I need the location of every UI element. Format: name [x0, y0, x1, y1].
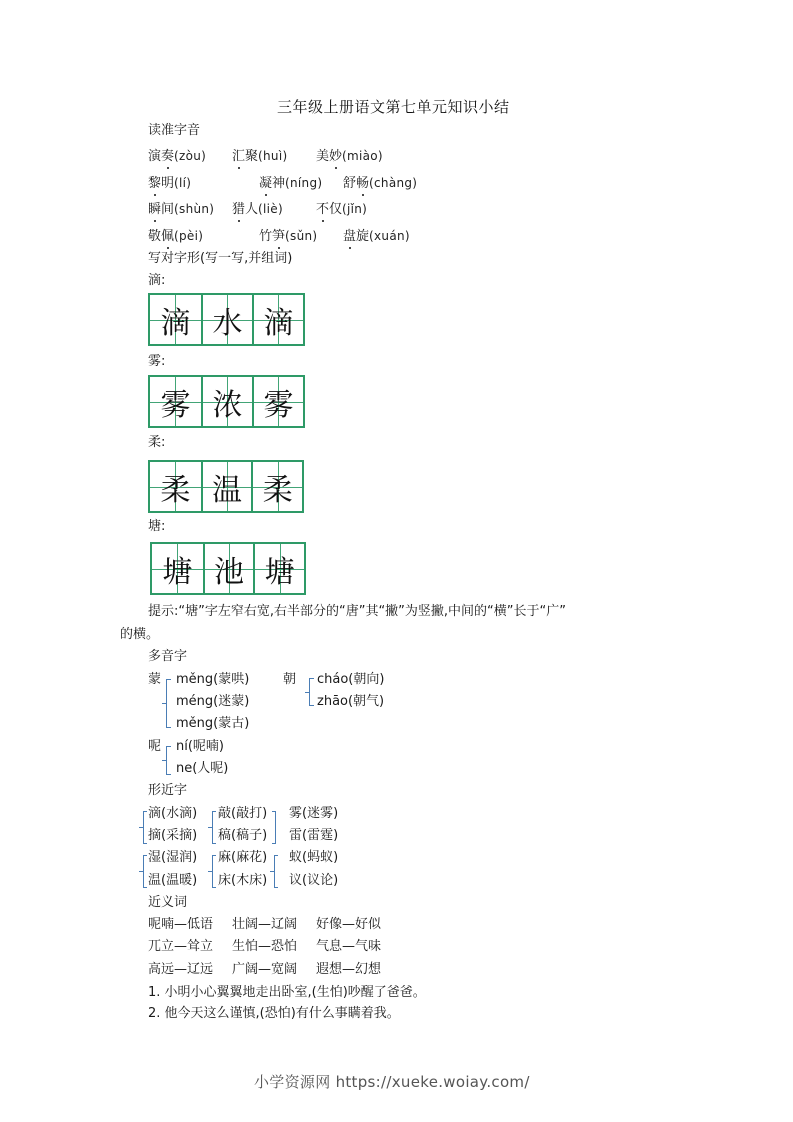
tianzi-grid: [150, 542, 306, 595]
char: 演: [148, 149, 162, 164]
pronunciation-word: [316, 149, 383, 164]
tianzi-grid: [148, 293, 305, 346]
footer-watermark: 小学资源网 https://xueke.woiay.com/: [254, 1073, 530, 1091]
synonym-pair: 壮阔—辽阔: [232, 917, 298, 932]
writing-label: 塘:: [148, 519, 166, 534]
tianzi-grid: [148, 460, 304, 513]
similar-char-item: 蚁(蚂蚁): [289, 850, 339, 865]
bracket-icon: [272, 811, 276, 844]
section-heading-writing: 写对字形(写一写,并组词): [148, 251, 293, 266]
writing-label: 雾:: [148, 354, 166, 369]
pinyin: (zòu): [174, 149, 207, 163]
pronunciation-item: [148, 175, 191, 192]
grid-cell: 塘: [152, 544, 203, 593]
similar-char-item: 温(温暖): [148, 873, 198, 888]
grid-cell: 滴: [150, 295, 201, 344]
grid-cell: 塘: [253, 544, 304, 593]
pronunciation-item: [316, 201, 367, 218]
pinyin: (liè): [258, 202, 283, 216]
similar-char-item: 湿(湿润): [148, 850, 198, 865]
grid-cell: 水: [201, 295, 252, 344]
pronunciation-word: [259, 229, 317, 244]
synonym-pair: 广阔—宽阔: [232, 962, 298, 977]
polyphone-reading: méng(迷蒙): [176, 694, 250, 709]
polyphone-char: 蒙: [148, 672, 162, 687]
char: 美: [316, 149, 330, 164]
grid-cell: 浓: [201, 377, 252, 426]
bracket-tick: [305, 692, 310, 693]
section-heading-similar: 形近字: [148, 783, 188, 798]
polyphone-reading: zhāo(朝气): [317, 694, 385, 709]
pronunciation-item: [148, 201, 214, 218]
dotted-char: 妙: [329, 149, 343, 164]
dotted-char: 瞬: [148, 202, 162, 217]
pronunciation-item: [232, 148, 287, 165]
grid-cell: 池: [203, 544, 254, 593]
bracket-tick: [162, 703, 167, 704]
pinyin: (sǔn): [285, 229, 318, 243]
pronunciation-word: [259, 176, 322, 191]
synonym-pair: 生怕—恐怕: [232, 939, 298, 954]
section-heading-synonyms: 近义词: [148, 895, 188, 910]
synonym-pair: 好像—好似: [316, 917, 382, 932]
similar-char-item: 麻(麻花): [218, 850, 268, 865]
pinyin: (chàng): [369, 176, 418, 190]
writing-label: 柔:: [148, 435, 166, 450]
pinyin: (shùn): [174, 202, 215, 216]
polyphone-char: 呢: [148, 739, 162, 754]
polyphone-reading: cháo(朝向): [317, 672, 385, 687]
pronunciation-word: [316, 202, 367, 217]
char: 敬: [148, 229, 162, 244]
grid-cell: 柔: [251, 462, 302, 511]
grid-cell: 雾: [150, 377, 201, 426]
pronunciation-word: [343, 176, 417, 191]
pronunciation-word: [232, 202, 283, 217]
hint-text: 提示:“塘”字左窄右宽,右半部分的“唐”其“撇”为竖撇,中间的“横”长于“广”: [148, 604, 566, 619]
similar-char-item: 床(木床): [218, 873, 268, 888]
grid-cell: 雾: [252, 377, 303, 426]
char: 舒: [343, 176, 357, 191]
pronunciation-item: [259, 228, 317, 245]
dotted-char: 猎: [232, 202, 246, 217]
polyphone-char: 朝: [283, 672, 297, 687]
char: 间: [161, 202, 175, 217]
similar-char-item: 议(议论): [289, 873, 339, 888]
example-sentence: 2. 他今天这么谨慎,(恐怕)有什么事瞒着我。: [148, 1006, 400, 1021]
polyphone-reading: ní(呢喃): [176, 739, 224, 754]
bracket-tick: [208, 871, 213, 872]
writing-label: 滴:: [148, 273, 166, 288]
char: 旋: [356, 229, 370, 244]
bracket-tick: [162, 760, 167, 761]
pinyin: (xuán): [369, 229, 410, 243]
pronunciation-word: [232, 149, 287, 164]
dotted-char: 盘: [343, 229, 357, 244]
char: 明: [161, 176, 175, 191]
dotted-char: 奏: [161, 149, 175, 164]
bracket-tick: [208, 827, 213, 828]
pinyin: (níng): [285, 176, 323, 190]
polyphone-reading: měng(蒙古): [176, 716, 250, 731]
dotted-char: 汇: [232, 149, 246, 164]
similar-char-item: 雷(雷霆): [289, 828, 339, 843]
similar-char-item: 敲(敲打): [218, 806, 268, 821]
page-title: 三年级上册语文第七单元知识小结: [277, 98, 510, 116]
pronunciation-word: [148, 202, 214, 217]
char: 竹: [259, 229, 273, 244]
tianzi-grid: [148, 375, 305, 428]
similar-char-item: 滴(水滴): [148, 806, 198, 821]
pronunciation-item: [148, 148, 206, 165]
synonym-pair: 兀立—耸立: [148, 939, 214, 954]
char: 人: [245, 202, 259, 217]
hint-text-continued: 的横。: [120, 627, 160, 642]
pronunciation-item: [316, 148, 383, 165]
section-heading-pronunciation: 读准字音: [148, 123, 201, 138]
similar-char-item: 摘(采摘): [148, 828, 198, 843]
bracket-tick: [139, 871, 144, 872]
pronunciation-word: [148, 176, 191, 191]
grid-cell: 滴: [252, 295, 303, 344]
pinyin: (miào): [342, 149, 383, 163]
pronunciation-word: [148, 229, 203, 244]
synonym-pair: 高远—辽远: [148, 962, 214, 977]
pronunciation-item: [232, 201, 283, 218]
dotted-char: 笋: [272, 229, 286, 244]
dotted-char: 黎: [148, 176, 162, 191]
bracket-tick: [270, 871, 275, 872]
polyphone-reading: měng(蒙哄): [176, 672, 250, 687]
pronunciation-item: [148, 228, 203, 245]
synonym-pair: 遐想—幻想: [316, 962, 382, 977]
pronunciation-item: [259, 175, 322, 192]
section-heading-polyphone: 多音字: [148, 649, 188, 664]
char: 聚: [245, 149, 259, 164]
pronunciation-word: [343, 229, 410, 244]
grid-cell: 柔: [150, 462, 201, 511]
pronunciation-item: [343, 228, 410, 245]
similar-char-item: 雾(迷雾): [289, 806, 339, 821]
synonym-pair: 气息—气味: [316, 939, 382, 954]
pinyin: (lí): [174, 176, 192, 190]
char: 仅: [329, 202, 343, 217]
polyphone-reading: ne(人呢): [176, 761, 229, 776]
bracket-tick: [139, 827, 144, 828]
dotted-char: 佩: [161, 229, 175, 244]
example-sentence: 1. 小明小心翼翼地走出卧室,(生怕)吵醒了爸爸。: [148, 985, 426, 1000]
pinyin: (jǐn): [342, 202, 368, 216]
dotted-char: 不: [316, 202, 330, 217]
similar-char-item: 稿(稿子): [218, 828, 268, 843]
pinyin: (huì): [258, 149, 288, 163]
grid-cell: 温: [201, 462, 252, 511]
pronunciation-item: [343, 175, 417, 192]
synonym-pair: 呢喃—低语: [148, 917, 214, 932]
char: 神: [272, 176, 286, 191]
dotted-char: 凝: [259, 176, 273, 191]
pronunciation-word: [148, 149, 206, 164]
pinyin: (pèi): [174, 229, 204, 243]
dotted-char: 畅: [356, 176, 370, 191]
